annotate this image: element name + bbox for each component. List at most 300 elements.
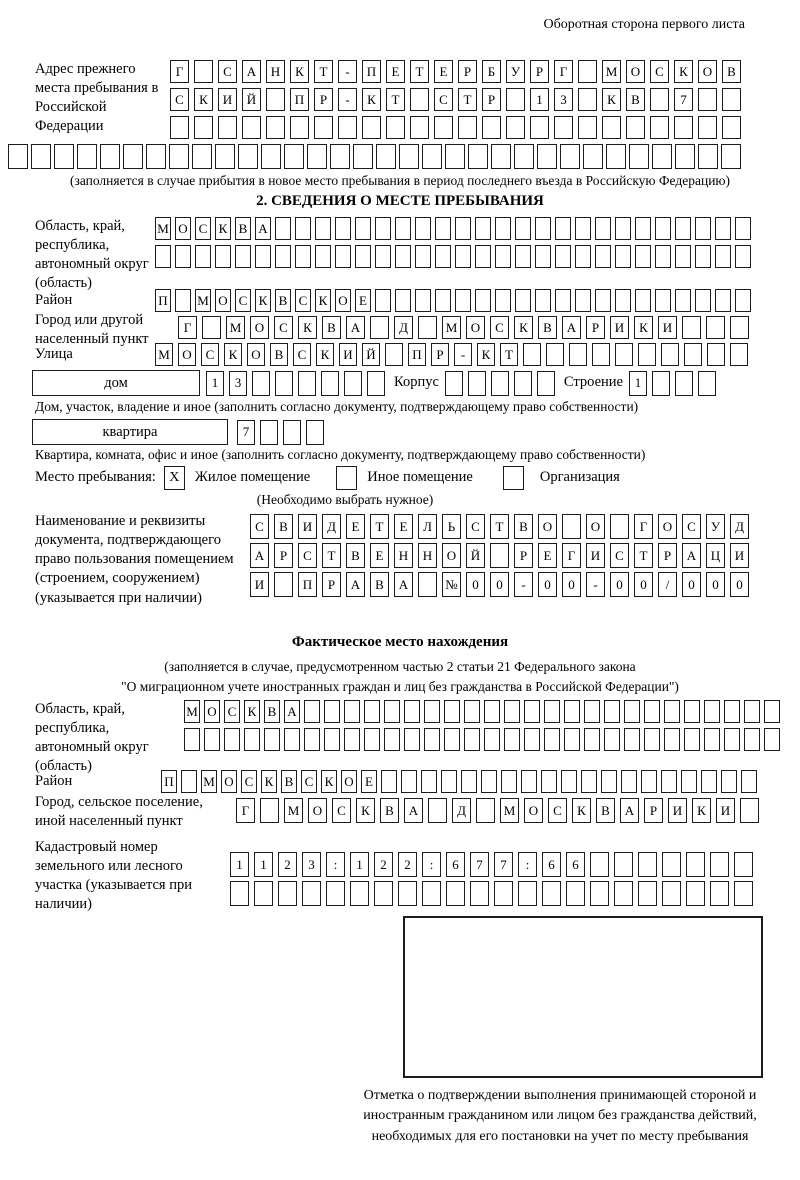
char-box[interactable] (682, 316, 701, 339)
char-box[interactable]: Д (322, 514, 341, 539)
char-box[interactable] (675, 245, 691, 268)
char-box[interactable]: Й (242, 88, 261, 111)
char-box[interactable] (54, 144, 74, 169)
char-box[interactable] (590, 852, 609, 877)
char-box[interactable] (184, 728, 200, 751)
apartment-type-box[interactable]: квартира (32, 419, 228, 445)
char-box[interactable] (610, 514, 629, 539)
char-box[interactable]: С (170, 88, 189, 111)
char-box[interactable] (734, 881, 753, 906)
char-box[interactable] (362, 116, 381, 139)
char-box[interactable]: 0 (610, 572, 629, 597)
char-box[interactable] (324, 700, 340, 723)
char-box[interactable]: - (586, 572, 605, 597)
char-box[interactable] (491, 371, 509, 396)
char-box[interactable]: № (442, 572, 461, 597)
char-box[interactable] (615, 289, 631, 312)
char-box[interactable]: Ь (442, 514, 461, 539)
char-box[interactable]: - (338, 88, 357, 111)
char-box[interactable]: К (572, 798, 591, 823)
char-box[interactable] (464, 728, 480, 751)
char-box[interactable]: 1 (230, 852, 249, 877)
char-box[interactable] (523, 343, 541, 366)
char-box[interactable] (655, 289, 671, 312)
char-box[interactable] (621, 770, 637, 793)
char-box[interactable] (566, 881, 585, 906)
char-box[interactable] (655, 245, 671, 268)
char-box[interactable]: 1 (254, 852, 273, 877)
char-box[interactable] (404, 728, 420, 751)
char-box[interactable]: О (658, 514, 677, 539)
char-box[interactable] (715, 217, 731, 240)
char-box[interactable] (367, 371, 385, 396)
char-box[interactable] (395, 245, 411, 268)
char-box[interactable] (595, 245, 611, 268)
char-box[interactable] (684, 343, 702, 366)
char-box[interactable]: К (634, 316, 653, 339)
char-box[interactable]: / (658, 572, 677, 597)
char-box[interactable] (624, 728, 640, 751)
char-box[interactable] (635, 289, 651, 312)
char-box[interactable]: Т (314, 60, 333, 83)
char-box[interactable] (504, 728, 520, 751)
char-box[interactable] (424, 700, 440, 723)
char-box[interactable] (675, 217, 691, 240)
char-box[interactable] (734, 852, 753, 877)
char-box[interactable]: 1 (629, 371, 647, 396)
char-box[interactable]: У (506, 60, 525, 83)
char-box[interactable]: К (316, 343, 334, 366)
char-box[interactable] (655, 217, 671, 240)
char-box[interactable]: А (562, 316, 581, 339)
char-box[interactable]: 2 (398, 852, 417, 877)
char-box[interactable]: 7 (470, 852, 489, 877)
char-box[interactable]: 7 (494, 852, 513, 877)
char-box[interactable] (606, 144, 626, 169)
char-box[interactable] (721, 770, 737, 793)
char-box[interactable]: О (178, 343, 196, 366)
char-box[interactable]: Е (538, 543, 557, 568)
char-box[interactable] (704, 700, 720, 723)
char-box[interactable] (422, 144, 442, 169)
char-box[interactable] (721, 144, 741, 169)
char-box[interactable] (495, 217, 511, 240)
char-box[interactable] (650, 116, 669, 139)
char-box[interactable] (260, 798, 279, 823)
char-box[interactable] (542, 881, 561, 906)
char-box[interactable]: М (155, 217, 171, 240)
char-box[interactable] (235, 245, 251, 268)
char-box[interactable] (722, 116, 741, 139)
char-box[interactable]: Р (314, 88, 333, 111)
char-box[interactable] (515, 245, 531, 268)
char-box[interactable] (575, 289, 591, 312)
char-box[interactable] (444, 700, 460, 723)
char-box[interactable]: В (722, 60, 741, 83)
char-box[interactable] (624, 700, 640, 723)
char-box[interactable] (583, 144, 603, 169)
char-box[interactable] (521, 770, 537, 793)
char-box[interactable]: А (242, 60, 261, 83)
char-box[interactable] (592, 343, 610, 366)
char-box[interactable] (695, 217, 711, 240)
char-box[interactable] (564, 728, 580, 751)
char-box[interactable] (710, 881, 729, 906)
char-box[interactable] (514, 371, 532, 396)
char-box[interactable] (475, 217, 491, 240)
char-box[interactable] (614, 881, 633, 906)
char-box[interactable] (254, 881, 273, 906)
char-box[interactable] (100, 144, 120, 169)
char-box[interactable] (304, 700, 320, 723)
char-box[interactable]: В (322, 316, 341, 339)
char-box[interactable] (338, 116, 357, 139)
char-box[interactable] (384, 700, 400, 723)
char-box[interactable]: Г (634, 514, 653, 539)
char-box[interactable]: 0 (634, 572, 653, 597)
char-box[interactable]: О (538, 514, 557, 539)
char-box[interactable]: 0 (538, 572, 557, 597)
char-box[interactable]: М (195, 289, 211, 312)
char-box[interactable] (710, 852, 729, 877)
char-box[interactable] (386, 116, 405, 139)
char-box[interactable] (255, 245, 271, 268)
char-box[interactable] (244, 728, 260, 751)
char-box[interactable]: С (332, 798, 351, 823)
char-box[interactable] (741, 770, 757, 793)
char-box[interactable] (506, 88, 525, 111)
char-box[interactable] (744, 700, 760, 723)
char-box[interactable] (302, 881, 321, 906)
char-box[interactable]: Р (514, 543, 533, 568)
char-box[interactable]: Р (482, 88, 501, 111)
char-box[interactable]: О (442, 543, 461, 568)
char-box[interactable] (418, 572, 437, 597)
char-box[interactable] (544, 700, 560, 723)
char-box[interactable]: М (602, 60, 621, 83)
char-box[interactable]: Е (434, 60, 453, 83)
char-box[interactable] (615, 245, 631, 268)
char-box[interactable] (446, 881, 465, 906)
char-box[interactable] (744, 728, 760, 751)
char-box[interactable] (260, 420, 278, 445)
char-box[interactable] (615, 343, 633, 366)
char-box[interactable] (652, 371, 670, 396)
char-box[interactable] (375, 245, 391, 268)
char-box[interactable] (298, 371, 316, 396)
char-box[interactable]: 1 (350, 852, 369, 877)
char-box[interactable]: : (326, 852, 345, 877)
char-box[interactable] (266, 88, 285, 111)
char-box[interactable]: П (290, 88, 309, 111)
char-box[interactable]: К (674, 60, 693, 83)
char-box[interactable]: 0 (682, 572, 701, 597)
char-box[interactable] (215, 144, 235, 169)
char-box[interactable] (375, 289, 391, 312)
char-box[interactable] (695, 245, 711, 268)
char-box[interactable]: Р (322, 572, 341, 597)
char-box[interactable] (458, 116, 477, 139)
char-box[interactable] (661, 770, 677, 793)
char-box[interactable]: Г (236, 798, 255, 823)
char-box[interactable]: - (514, 572, 533, 597)
char-box[interactable]: И (218, 88, 237, 111)
char-box[interactable] (674, 116, 693, 139)
char-box[interactable]: А (682, 543, 701, 568)
char-box[interactable]: Т (458, 88, 477, 111)
char-box[interactable] (530, 116, 549, 139)
char-box[interactable] (398, 881, 417, 906)
char-box[interactable]: И (250, 572, 269, 597)
char-box[interactable]: 0 (466, 572, 485, 597)
char-box[interactable]: И (298, 514, 317, 539)
char-box[interactable] (194, 60, 213, 83)
char-box[interactable] (652, 144, 672, 169)
char-box[interactable]: К (362, 88, 381, 111)
char-box[interactable] (370, 316, 389, 339)
char-box[interactable] (344, 371, 362, 396)
char-box[interactable]: С (201, 343, 219, 366)
char-box[interactable] (218, 116, 237, 139)
char-box[interactable] (735, 217, 751, 240)
char-box[interactable]: 0 (490, 572, 509, 597)
char-box[interactable] (355, 217, 371, 240)
char-box[interactable]: С (682, 514, 701, 539)
char-box[interactable]: П (408, 343, 426, 366)
char-box[interactable]: Р (658, 543, 677, 568)
char-box[interactable]: : (422, 852, 441, 877)
char-box[interactable] (353, 144, 373, 169)
char-box[interactable]: 6 (542, 852, 561, 877)
char-box[interactable]: Г (170, 60, 189, 83)
char-box[interactable] (77, 144, 97, 169)
char-box[interactable]: 3 (229, 371, 247, 396)
char-box[interactable] (764, 700, 780, 723)
char-box[interactable] (484, 700, 500, 723)
char-box[interactable] (123, 144, 143, 169)
char-box[interactable] (561, 770, 577, 793)
char-box[interactable] (8, 144, 28, 169)
char-box[interactable]: А (346, 572, 365, 597)
char-box[interactable]: Р (458, 60, 477, 83)
char-box[interactable] (715, 289, 731, 312)
char-box[interactable]: Г (178, 316, 197, 339)
char-box[interactable]: Т (490, 514, 509, 539)
char-box[interactable] (278, 881, 297, 906)
char-box[interactable] (698, 88, 717, 111)
char-box[interactable] (321, 371, 339, 396)
char-box[interactable] (504, 700, 520, 723)
char-box[interactable]: К (692, 798, 711, 823)
char-box[interactable] (675, 144, 695, 169)
char-box[interactable] (684, 728, 700, 751)
char-box[interactable]: К (477, 343, 495, 366)
char-box[interactable]: В (346, 543, 365, 568)
char-box[interactable] (698, 116, 717, 139)
char-box[interactable]: М (201, 770, 217, 793)
char-box[interactable] (664, 728, 680, 751)
checkbox-other-premises[interactable] (336, 466, 357, 490)
char-box[interactable] (675, 371, 693, 396)
char-box[interactable] (578, 116, 597, 139)
char-box[interactable]: В (281, 770, 297, 793)
char-box[interactable]: С (298, 543, 317, 568)
char-box[interactable] (284, 144, 304, 169)
char-box[interactable] (541, 770, 557, 793)
char-box[interactable]: С (466, 514, 485, 539)
char-box[interactable] (181, 770, 197, 793)
house-type-box[interactable]: дом (32, 370, 200, 396)
char-box[interactable] (464, 700, 480, 723)
char-box[interactable] (238, 144, 258, 169)
char-box[interactable]: М (155, 343, 173, 366)
char-box[interactable] (455, 217, 471, 240)
char-box[interactable]: К (602, 88, 621, 111)
char-box[interactable] (146, 144, 166, 169)
char-box[interactable] (415, 289, 431, 312)
char-box[interactable] (724, 700, 740, 723)
char-box[interactable]: Р (586, 316, 605, 339)
char-box[interactable]: 1 (530, 88, 549, 111)
registration-stamp-box[interactable] (403, 916, 763, 1078)
char-box[interactable] (581, 770, 597, 793)
char-box[interactable]: - (338, 60, 357, 83)
char-box[interactable] (364, 728, 380, 751)
char-box[interactable]: В (626, 88, 645, 111)
char-box[interactable] (724, 728, 740, 751)
char-box[interactable] (638, 852, 657, 877)
char-box[interactable] (330, 144, 350, 169)
char-box[interactable]: О (215, 289, 231, 312)
char-box[interactable]: Т (322, 543, 341, 568)
char-box[interactable] (395, 289, 411, 312)
char-box[interactable]: К (224, 343, 242, 366)
char-box[interactable] (230, 881, 249, 906)
char-box[interactable] (307, 144, 327, 169)
char-box[interactable]: И (730, 543, 749, 568)
char-box[interactable]: Н (418, 543, 437, 568)
char-box[interactable] (434, 116, 453, 139)
char-box[interactable]: А (346, 316, 365, 339)
char-box[interactable]: С (548, 798, 567, 823)
char-box[interactable]: К (321, 770, 337, 793)
char-box[interactable] (664, 700, 680, 723)
char-box[interactable] (501, 770, 517, 793)
char-box[interactable] (242, 116, 261, 139)
char-box[interactable] (707, 343, 725, 366)
char-box[interactable]: А (284, 700, 300, 723)
char-box[interactable]: 1 (206, 371, 224, 396)
char-box[interactable] (602, 116, 621, 139)
char-box[interactable]: О (247, 343, 265, 366)
char-box[interactable]: Л (418, 514, 437, 539)
char-box[interactable] (575, 245, 591, 268)
char-box[interactable]: И (716, 798, 735, 823)
char-box[interactable]: К (298, 316, 317, 339)
char-box[interactable]: В (235, 217, 251, 240)
char-box[interactable]: В (514, 514, 533, 539)
checkbox-organization[interactable] (503, 466, 524, 490)
char-box[interactable]: К (215, 217, 231, 240)
char-box[interactable] (546, 343, 564, 366)
char-box[interactable]: М (184, 700, 200, 723)
char-box[interactable] (204, 728, 220, 751)
char-box[interactable]: О (698, 60, 717, 83)
char-box[interactable] (435, 245, 451, 268)
char-box[interactable]: А (394, 572, 413, 597)
char-box[interactable]: К (194, 88, 213, 111)
char-box[interactable] (344, 728, 360, 751)
char-box[interactable] (155, 245, 171, 268)
char-box[interactable] (490, 543, 509, 568)
checkbox-residential[interactable]: X (164, 466, 185, 490)
char-box[interactable] (555, 245, 571, 268)
char-box[interactable] (604, 728, 620, 751)
char-box[interactable] (704, 728, 720, 751)
char-box[interactable] (764, 728, 780, 751)
char-box[interactable] (295, 217, 311, 240)
char-box[interactable]: О (250, 316, 269, 339)
char-box[interactable] (595, 217, 611, 240)
char-box[interactable] (192, 144, 212, 169)
char-box[interactable] (350, 881, 369, 906)
char-box[interactable]: О (335, 289, 351, 312)
char-box[interactable]: О (466, 316, 485, 339)
char-box[interactable] (31, 144, 51, 169)
char-box[interactable] (283, 420, 301, 445)
char-box[interactable] (314, 116, 333, 139)
char-box[interactable] (662, 852, 681, 877)
char-box[interactable]: Р (431, 343, 449, 366)
char-box[interactable]: Т (500, 343, 518, 366)
char-box[interactable] (418, 316, 437, 339)
char-box[interactable] (266, 116, 285, 139)
char-box[interactable]: Й (362, 343, 380, 366)
char-box[interactable] (681, 770, 697, 793)
char-box[interactable]: С (218, 60, 237, 83)
char-box[interactable] (686, 881, 705, 906)
char-box[interactable] (604, 700, 620, 723)
char-box[interactable]: И (586, 543, 605, 568)
char-box[interactable] (455, 289, 471, 312)
char-box[interactable] (275, 245, 291, 268)
char-box[interactable] (410, 88, 429, 111)
char-box[interactable]: 0 (730, 572, 749, 597)
char-box[interactable]: В (370, 572, 389, 597)
char-box[interactable] (274, 572, 293, 597)
char-box[interactable] (662, 881, 681, 906)
char-box[interactable] (444, 728, 460, 751)
char-box[interactable]: А (404, 798, 423, 823)
char-box[interactable] (626, 116, 645, 139)
char-box[interactable] (518, 881, 537, 906)
char-box[interactable] (475, 289, 491, 312)
char-box[interactable]: О (175, 217, 191, 240)
char-box[interactable] (644, 728, 660, 751)
char-box[interactable] (495, 245, 511, 268)
char-box[interactable]: П (362, 60, 381, 83)
char-box[interactable]: Е (355, 289, 371, 312)
char-box[interactable] (675, 289, 691, 312)
char-box[interactable] (461, 770, 477, 793)
char-box[interactable] (601, 770, 617, 793)
char-box[interactable]: В (596, 798, 615, 823)
char-box[interactable] (638, 343, 656, 366)
char-box[interactable] (695, 289, 711, 312)
char-box[interactable]: С (610, 543, 629, 568)
char-box[interactable]: М (442, 316, 461, 339)
char-box[interactable] (376, 144, 396, 169)
